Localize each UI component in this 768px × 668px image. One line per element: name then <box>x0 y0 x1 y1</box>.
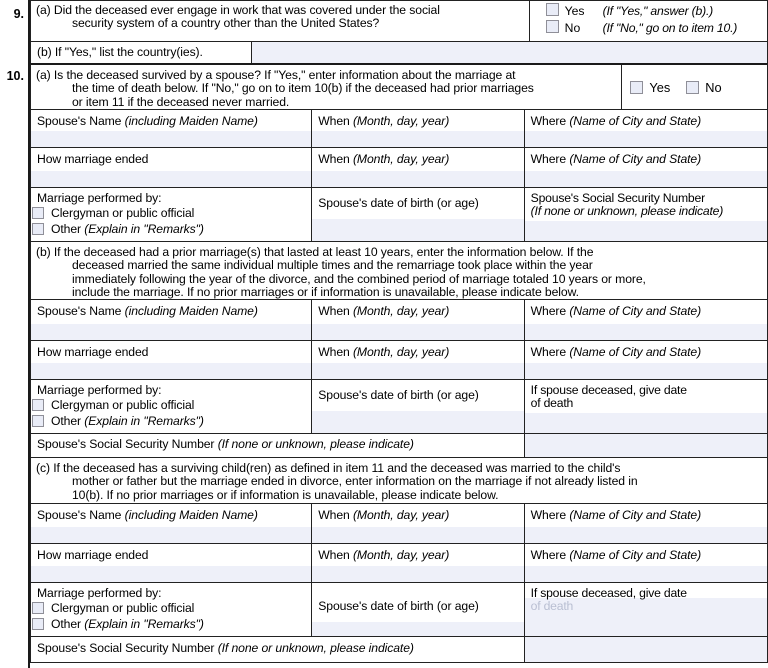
item-10-block <box>30 63 768 663</box>
marriage-c-other-label: Other (Explain in "Remarks") <box>51 617 204 631</box>
marriage-a-where-field <box>525 131 767 147</box>
item-9b-row <box>31 41 767 63</box>
marriage-b-clergyman-checkbox[interactable] <box>32 399 44 411</box>
item-10a-no-checkbox[interactable] <box>686 81 699 94</box>
item-10b-line1: (b) If the deceased had a prior marriage(s) that lasted at least 10 years, enter the information below. If the <box>36 245 594 259</box>
marriage-b-performed-row <box>31 379 767 433</box>
marriage-b-where-field <box>525 324 767 340</box>
marriage-a-when-label: When (Month, day, year) <box>318 114 450 128</box>
marriage-a-clergyman-checkbox[interactable] <box>32 207 44 219</box>
marriage-c-ssn-field[interactable] <box>525 637 767 662</box>
item-10a-yes-checkbox[interactable] <box>630 81 643 94</box>
marriage-b-ssn-field[interactable] <box>525 434 767 457</box>
marriage-c-ssn-label: Spouse's Social Security Number (If none or unknown, please indicate) <box>37 641 414 655</box>
marriage-c-death-line2: of death <box>530 599 574 614</box>
marriage-b-other-checkbox[interactable] <box>32 415 44 427</box>
marriage-a-ended-where-label: Where (Name of City and State) <box>530 152 702 166</box>
item-9b-label: (b) If "Yes," list the country(ies). <box>37 45 203 59</box>
marriage-a-ended-when-label: When (Month, day, year) <box>318 152 450 166</box>
marriage-b-performed-by-cell <box>31 380 312 433</box>
marriage-c-ended-where-field <box>525 566 767 582</box>
marriage-a-ended-row <box>31 147 767 187</box>
marriage-c-when-label: When (Month, day, year) <box>318 508 450 522</box>
marriage-a-how-ended-cell[interactable] <box>31 148 312 187</box>
marriage-c-how-ended-cell[interactable] <box>31 544 312 582</box>
marriage-c-spouse-death-cell[interactable] <box>525 583 767 636</box>
marriage-c-ssn-row <box>31 636 767 662</box>
marriage-a-other-label: Other (Explain in "Remarks") <box>51 222 204 236</box>
item-10a-row <box>31 65 767 109</box>
marriage-b-ended-when-field <box>312 363 523 379</box>
marriage-a-spouse-name-field <box>31 131 311 147</box>
item-10b-line2: deceased married the same individual multiple times and the remarriage took place within the year <box>72 258 593 273</box>
marriage-a-spouse-name-label: Spouse's Name (including Maiden Name) <box>37 114 258 128</box>
marriage-a-ended-when-cell[interactable] <box>312 148 524 187</box>
marriage-a-performed-row <box>31 187 767 241</box>
item-10a-yes-label: Yes <box>649 79 671 95</box>
marriage-b-spouse-death-label <box>525 380 767 412</box>
marriage-c-other-checkbox[interactable] <box>32 618 44 630</box>
marriage-a-ssn-field <box>525 221 767 241</box>
marriage-c-ended-where-label: Where (Name of City and State) <box>530 548 702 562</box>
marriage-c-ended-when-field <box>312 566 523 582</box>
item-10c-row <box>31 457 767 503</box>
marriage-b-performed-by-label: Marriage performed by: <box>37 383 162 397</box>
marriage-c-other-option[interactable] <box>31 616 311 632</box>
marriage-a-when-cell[interactable] <box>312 110 524 147</box>
marriage-a-dob-cell[interactable] <box>312 188 524 241</box>
marriage-a-ssn-cell[interactable] <box>525 188 767 241</box>
item-9a-no-row <box>530 20 767 37</box>
item-10a-line3: or item 11 if the deceased never married. <box>72 94 290 109</box>
marriage-c-ended-when-cell[interactable] <box>312 544 524 582</box>
item-9b-country-field[interactable] <box>252 42 767 63</box>
item-9b-country-fill <box>252 42 767 63</box>
marriage-b-death-line2: of death <box>530 396 574 411</box>
marriage-a-when-field <box>312 131 523 147</box>
marriage-a-name-row <box>31 109 767 147</box>
item-10a-line2: the time of death below. If "No," go on to item 10(b) if the deceased had prior marriages <box>72 81 534 96</box>
marriage-c-death-line1: If spouse deceased, give date <box>530 586 687 600</box>
marriage-c-performed-by-label: Marriage performed by: <box>37 586 162 600</box>
marriage-b-ended-where-cell[interactable] <box>525 341 767 379</box>
marriage-b-spouse-name-field <box>31 324 311 340</box>
marriage-a-where-label: Where (Name of City and State) <box>530 114 702 128</box>
marriage-b-how-ended-field <box>31 363 311 379</box>
marriage-c-clergyman-option[interactable] <box>31 600 311 616</box>
marriage-c-spouse-death-label <box>525 583 767 615</box>
marriage-b-ssn-row <box>31 433 767 457</box>
marriage-c-spouse-name-cell[interactable] <box>31 504 312 543</box>
marriage-b-where-label: Where (Name of City and State) <box>530 304 702 318</box>
marriage-b-where-cell[interactable] <box>525 300 767 340</box>
item-number-10: 10. <box>6 69 24 83</box>
marriage-b-when-field <box>312 324 523 340</box>
item-9a-row <box>31 1 767 41</box>
marriage-b-dob-cell[interactable] <box>312 380 524 433</box>
item-10a-question <box>31 65 621 109</box>
marriage-c-performed-row <box>31 582 767 636</box>
marriage-a-other-checkbox[interactable] <box>32 223 44 235</box>
marriage-a-performed-by-cell <box>31 188 312 241</box>
item-number-9: 9. <box>13 7 24 21</box>
item-9a-line2: security system of a country other than the United States? <box>72 16 380 31</box>
item-10b-instruction <box>31 242 767 299</box>
item-9a-yes-row <box>530 1 767 20</box>
item-10c-line2: mother or father but the marriage ended in divorce, enter information on the marriage if not already listed in <box>72 474 638 489</box>
marriage-b-ended-where-field <box>525 363 767 379</box>
marriage-a-other-option[interactable] <box>31 221 311 237</box>
item-9-block <box>30 0 768 63</box>
item-10b-line3: immediately following the year of the divorce, and the combined period of marriage totaled 10 years or more, <box>72 271 646 286</box>
marriage-b-ssn-fill <box>525 434 767 457</box>
marriage-a-dob-field <box>312 219 523 241</box>
item-9a-no-label: No <box>564 21 581 35</box>
marriage-a-ended-when-field <box>312 171 523 187</box>
marriage-b-name-row <box>31 299 767 340</box>
marriage-b-other-label: Other (Explain in "Remarks") <box>51 414 204 428</box>
item-10a-yesno-group <box>622 65 767 109</box>
item-9a-yes-note: (If "Yes," answer (b).) <box>602 4 714 18</box>
item-10a-line1: (a) Is the deceased survived by a spouse? If "Yes," enter information about the marriage at <box>36 68 516 82</box>
marriage-b-ssn-label: Spouse's Social Security Number (If none or unknown, please indicate) <box>37 437 414 451</box>
marriage-c-clergyman-checkbox[interactable] <box>32 602 44 614</box>
marriage-b-how-ended-label: How marriage ended <box>37 345 149 359</box>
item-9b-label-cell <box>31 42 252 63</box>
marriage-b-other-option[interactable] <box>31 413 311 429</box>
item-10c-line1: (c) If the deceased has a surviving child(ren) as defined in item 11 and the deceased was married to the child's <box>36 461 621 475</box>
marriage-b-spouse-name-label: Spouse's Name (including Maiden Name) <box>37 304 258 318</box>
marriage-a-where-cell[interactable] <box>525 110 767 147</box>
marriage-c-dob-field <box>312 622 523 636</box>
marriage-c-spouse-name-label: Spouse's Name (including Maiden Name) <box>37 508 258 522</box>
marriage-a-performed-by-label: Marriage performed by: <box>37 191 162 205</box>
marriage-c-when-field <box>312 527 523 543</box>
marriage-b-ssn-label-cell <box>31 434 525 457</box>
marriage-b-spouse-name-cell[interactable] <box>31 300 312 340</box>
marriage-a-ssn-label: Spouse's Social Security Number (If none or unknown, please indicate) <box>530 191 724 219</box>
marriage-c-how-ended-field <box>31 566 311 582</box>
item-number-rail <box>0 0 30 668</box>
marriage-b-ended-row <box>31 340 767 379</box>
marriage-c-ssn-label-cell <box>31 637 525 662</box>
marriage-c-when-cell[interactable] <box>312 504 524 543</box>
item-10c-instruction-cell <box>31 458 767 503</box>
marriage-b-spouse-death-cell[interactable] <box>525 380 767 433</box>
marriage-b-dob-label: Spouse's date of birth (or age) <box>318 388 479 402</box>
marriage-a-how-ended-field <box>31 171 311 187</box>
marriage-b-ended-when-label: When (Month, day, year) <box>318 345 450 359</box>
marriage-c-ended-where-cell[interactable] <box>525 544 767 582</box>
marriage-b-death-line1: If spouse deceased, give date <box>530 383 687 397</box>
item-10c-line3: 10(b). If no prior marriages or if information is unavailable, please indicate below. <box>72 487 499 502</box>
marriage-c-how-ended-label: How marriage ended <box>37 548 149 562</box>
item-9a-line1: (a) Did the deceased ever engage in work that was covered under the social <box>36 3 440 17</box>
marriage-c-where-field <box>525 527 767 543</box>
item-10b-instruction-cell <box>31 242 767 299</box>
marriage-b-when-cell[interactable] <box>312 300 524 340</box>
item-10c-instruction <box>31 458 767 503</box>
marriage-c-name-row <box>31 503 767 543</box>
marriage-b-clergyman-option[interactable] <box>31 397 311 413</box>
marriage-a-spouse-name-cell[interactable] <box>31 110 312 147</box>
marriage-c-performed-by-cell <box>31 583 312 636</box>
marriage-c-where-label: Where (Name of City and State) <box>530 508 702 522</box>
marriage-c-dob-cell[interactable] <box>312 583 524 636</box>
item-10a-no-label: No <box>705 79 722 95</box>
marriage-b-how-ended-cell[interactable] <box>31 341 312 379</box>
marriage-c-ssn-fill <box>525 637 767 662</box>
form-body <box>30 0 768 663</box>
marriage-c-clergyman-label: Clergyman or public official <box>51 601 195 615</box>
marriage-c-ended-row <box>31 543 767 582</box>
marriage-c-ended-when-label: When (Month, day, year) <box>318 548 450 562</box>
item-10a-question-cell <box>31 65 622 109</box>
marriage-a-ended-where-field <box>525 171 767 187</box>
marriage-a-dob-label: Spouse's date of birth (or age) <box>318 196 479 210</box>
item-10a-answer-cell <box>622 65 767 109</box>
marriage-b-ended-where-label: Where (Name of City and State) <box>530 345 702 359</box>
item-9a-question <box>31 1 529 41</box>
marriage-c-spouse-name-field <box>31 527 311 543</box>
item-9a-no-note: (If "No," go on to item 10.) <box>602 21 738 35</box>
marriage-c-dob-label: Spouse's date of birth (or age) <box>318 599 479 613</box>
marriage-b-clergyman-label: Clergyman or public official <box>51 398 195 412</box>
item-9a-question-cell <box>31 1 530 41</box>
item-9a-no-checkbox[interactable] <box>546 20 559 33</box>
item-10b-row <box>31 241 767 299</box>
marriage-b-spouse-death-field <box>525 413 767 433</box>
marriage-b-when-label: When (Month, day, year) <box>318 304 450 318</box>
marriage-a-how-ended-label: How marriage ended <box>37 152 149 166</box>
item-9a-answer-cell <box>530 1 767 41</box>
marriage-a-ended-where-cell[interactable] <box>525 148 767 187</box>
marriage-b-ended-when-cell[interactable] <box>312 341 524 379</box>
item-10b-line4: include the marriage. If no prior marriages or if information is unavailable, please indicate below. <box>72 285 579 299</box>
item-9a-yes-checkbox[interactable] <box>546 3 559 16</box>
item-9a-yes-label: Yes <box>564 4 585 18</box>
marriage-a-clergyman-label: Clergyman or public official <box>51 206 195 220</box>
marriage-b-dob-field <box>312 411 523 433</box>
marriage-a-clergyman-option[interactable] <box>31 205 311 221</box>
marriage-c-where-cell[interactable] <box>525 504 767 543</box>
